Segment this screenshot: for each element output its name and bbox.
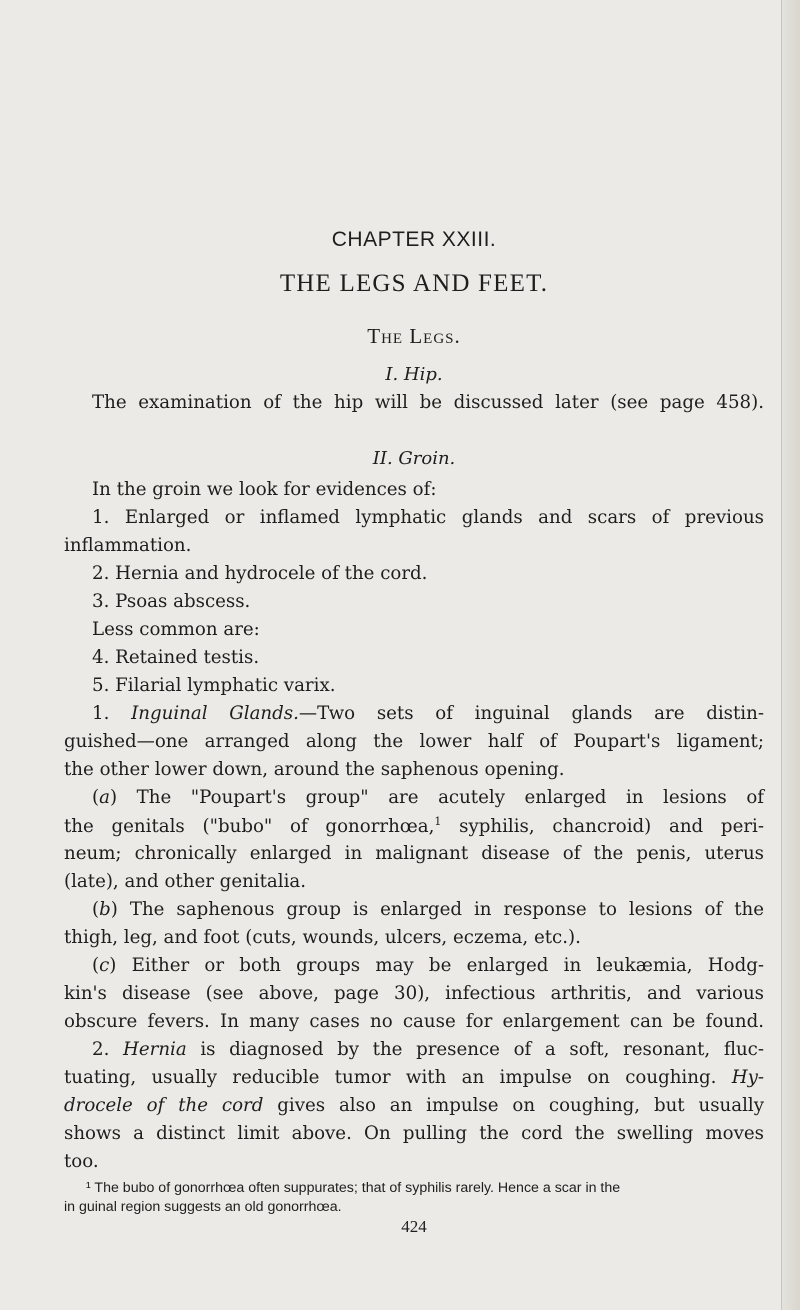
text-line: (c) Either or both groups may be enlarged in leukæmia, Hodg- xyxy=(92,955,764,976)
page-number: 424 xyxy=(401,1217,427,1236)
footnote-line: ¹ The bubo of gonorrhœa often suppurates; that of syphilis rarely. Hence a scar in the xyxy=(86,1180,621,1196)
text-line: 2. Hernia is diagnosed by the presence of a soft, resonant, fluc- xyxy=(92,1039,765,1060)
text-line: (a) The "Poupart's group" are acutely enlarged in lesions of xyxy=(92,787,764,808)
text-line: (b) The saphenous group is enlarged in response to lesions of the xyxy=(92,899,764,920)
text-line: 2. Hernia and hydrocele of the cord. xyxy=(92,563,428,584)
section-title: The Legs. xyxy=(367,324,461,348)
text-line: 1. Inguinal Glands.—Two sets of inguinal glands are distin- xyxy=(92,703,764,724)
footnote-line: in guinal region suggests an old gonorrhœa. xyxy=(64,1199,342,1215)
text-line: the other lower down, around the saphenous opening. xyxy=(64,759,565,780)
footnote-marker: 1 xyxy=(434,815,442,828)
text-line: 4. Retained testis. xyxy=(92,647,260,668)
text-line: The examination of the hip will be discussed later (see page 458). xyxy=(92,392,764,413)
text-line: shows a distinct limit above. On pulling the cord the swelling moves xyxy=(64,1123,764,1144)
term-hydrocele: drocele of the cord xyxy=(64,1095,264,1116)
text-line: Less common are: xyxy=(92,619,260,640)
text-line: tuating, usually reducible tumor with an impulse on coughing. Hy- xyxy=(64,1067,764,1088)
footnote-block xyxy=(64,1180,764,1237)
subheading-hip: I. Hip. xyxy=(385,364,443,385)
text-line: (late), and other genitalia. xyxy=(64,871,307,892)
text-line: In the groin we look for evidences of: xyxy=(92,479,437,500)
text-line: 5. Filarial lymphatic varix. xyxy=(92,675,336,696)
text-line: too. xyxy=(64,1151,99,1172)
text-line: thigh, leg, and foot (cuts, wounds, ulcers, eczema, etc.). xyxy=(64,927,581,948)
text-line: kin's disease (see above, page 30), infectious arthritis, and various xyxy=(64,983,764,1004)
text-line: the genitals ("bubo" of gonorrhœa,$^1$ syphilis, chancroid) and peri- xyxy=(64,815,764,838)
book-page xyxy=(64,0,764,1310)
page-edge xyxy=(781,0,800,1310)
text-line: 1. Enlarged or inflamed lymphatic glands and scars of previous xyxy=(92,507,764,528)
text-line: 3. Psoas abscess. xyxy=(92,591,251,612)
text-line: inflammation. xyxy=(64,535,192,556)
term-inguinal-glands: Inguinal Glands. xyxy=(131,703,299,724)
text-line: drocele of the cord gives also an impulse on coughing, but usually xyxy=(64,1095,764,1116)
text-line: obscure fevers. In many cases no cause for enlargement can be found. xyxy=(64,1011,764,1032)
chapter-title: THE LEGS AND FEET. xyxy=(279,270,549,297)
term-hernia: Hernia xyxy=(123,1039,187,1060)
text-line: neum; chronically enlarged in malignant disease of the penis, uterus xyxy=(64,843,764,864)
subheading-groin: II. Groin. xyxy=(372,448,456,469)
chapter-heading: CHAPTER XXIII. xyxy=(331,228,497,251)
text-line: guished—one arranged along the lower half of Poupart's ligament; xyxy=(64,731,764,752)
